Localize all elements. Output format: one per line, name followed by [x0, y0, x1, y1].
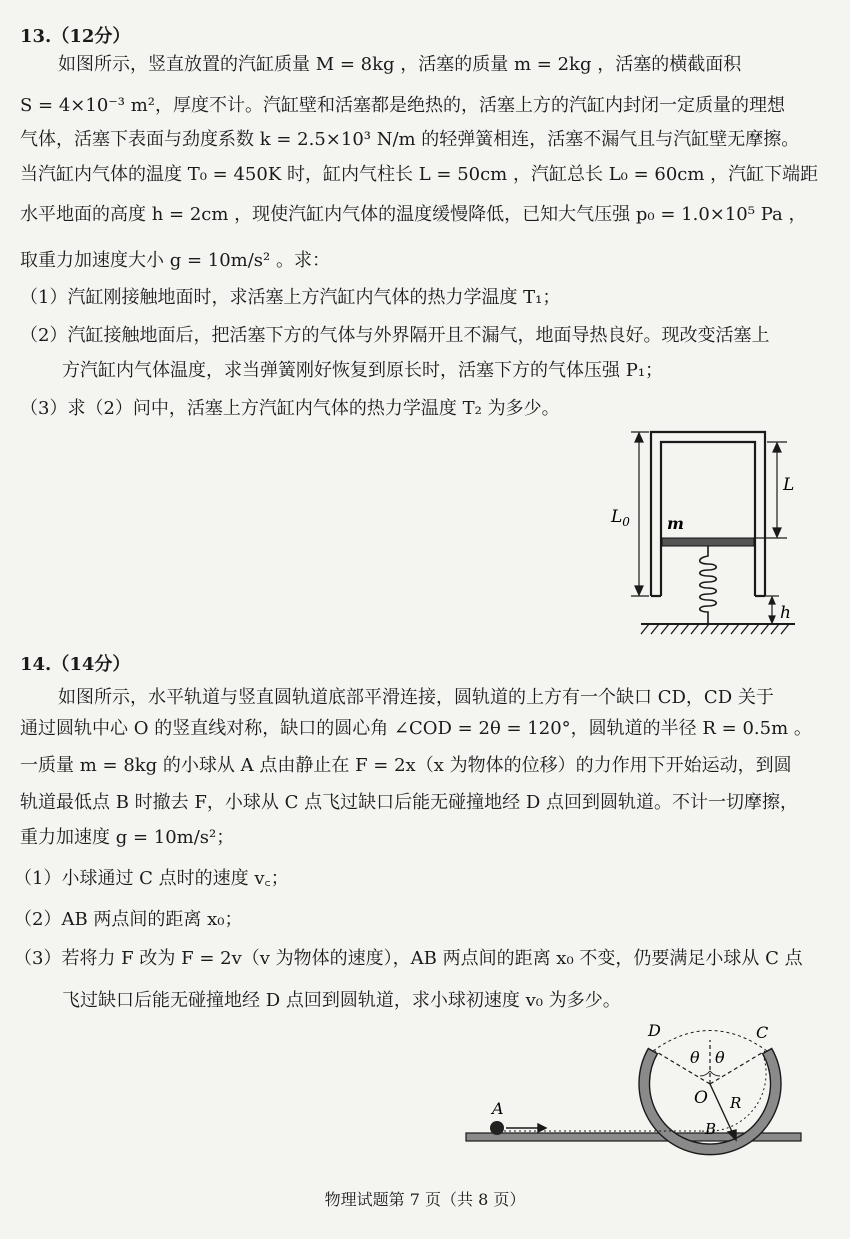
- q13-line-5: 水平地面的高度 h = 2cm ，现使汽缸内气体的温度缓慢降低，已知大气压强 p₀ = 1.0×10⁵ Pa ，: [20, 204, 807, 225]
- label-L: L: [783, 475, 795, 495]
- q14-line-5: 重力加速度 g = 10m/s²；: [20, 827, 235, 848]
- q13-header: 13.（12分）: [20, 26, 131, 47]
- label-C: C: [756, 1023, 769, 1042]
- label-L0: $L_0$: [611, 507, 630, 529]
- label-m: m: [667, 514, 684, 533]
- q13-line-3: 气体，活塞下表面与劲度系数 k = 2.5×10³ N/m 的轻弹簧相连，活塞不漏气且与汽缸壁无摩擦。: [20, 129, 800, 150]
- label-theta-left: θ: [690, 1048, 700, 1067]
- q13-part-1: （1）汽缸刚接触地面时，求活塞上方汽缸内气体的热力学温度 T₁；: [20, 287, 561, 308]
- q13-part-2-cont: 方汽缸内气体温度，求当弹簧刚好恢复到原长时，活塞下方的气体压强 P₁；: [62, 360, 664, 381]
- q14-header: 14.（14分）: [20, 654, 131, 675]
- q13-line-6: 取重力加速度大小 g = 10m/s² 。求：: [20, 250, 330, 271]
- q14-part-1: （1）小球通过 C 点时的速度 v꜀；: [14, 868, 289, 889]
- q13-line-2: S = 4×10⁻³ m²，厚度不计。汽缸壁和活塞都是绝热的，活塞上方的汽缸内封闭一定质量的理想: [20, 95, 786, 116]
- q14-line-2: 通过圆轨中心 O 的竖直线对称，缺口的圆心角 ∠COD = 2θ = 120°，圆轨道的半径 R = 0.5m 。: [20, 718, 812, 739]
- label-A: A: [492, 1099, 504, 1118]
- q13-part-2: （2）汽缸接触地面后，把活塞下方的气体与外界隔开且不漏气，地面导热良好。现改变活塞上: [20, 325, 770, 346]
- label-B: B: [705, 1120, 717, 1138]
- q14-line-3: 一质量 m = 8kg 的小球从 A 点由静止在 F = 2x（x 为物体的位移）的力作用下开始运动，到圆: [20, 755, 792, 776]
- label-D: D: [648, 1021, 661, 1040]
- spring: [700, 546, 717, 624]
- q13-part-3: （3）求（2）问中，活塞上方汽缸内气体的热力学温度 T₂ 为多少。: [20, 398, 560, 419]
- q14-part-2: （2）AB 两点间的距离 x₀；: [14, 909, 243, 930]
- q14-part-3: （3）若将力 F 改为 F = 2v（v 为物体的速度），AB 两点间的距离 x₀ 不变，仍要满足小球从 C 点: [14, 948, 803, 969]
- q13-line-1: 如图所示，竖直放置的汽缸质量 M = 8kg ，活塞的质量 m = 2kg ，活塞的横截面积: [58, 54, 742, 75]
- label-theta-right: θ: [715, 1048, 725, 1067]
- q14-line-4: 轨道最低点 B 时撤去 F，小球从 C 点飞过缺口后能无碰撞地经 D 点回到圆轨道。不计一切摩擦，: [20, 792, 798, 813]
- ball-A: [490, 1121, 504, 1135]
- q13-line-4: 当汽缸内气体的温度 T₀ = 450K 时，缸内气柱长 L = 50cm ，汽缸总长 L₀ = 60cm ，汽缸下端距: [20, 164, 819, 185]
- q14-track-figure: [462, 1018, 822, 1158]
- label-R: R: [730, 1094, 742, 1112]
- label-O: O: [694, 1088, 708, 1108]
- q14-part-3-cont: 飞过缺口后能无碰撞地经 D 点回到圆轨道，求小球初速度 v₀ 为多少。: [62, 990, 621, 1011]
- label-h: h: [780, 603, 791, 623]
- q14-line-1: 如图所示，水平轨道与竖直圆轨道底部平滑连接，圆轨道的上方有一个缺口 CD，CD 关于: [58, 687, 774, 708]
- q13-cylinder-figure: [605, 428, 835, 643]
- piston: [662, 538, 754, 546]
- page-footer: 物理试题第 7 页（共 8 页）: [324, 1190, 526, 1209]
